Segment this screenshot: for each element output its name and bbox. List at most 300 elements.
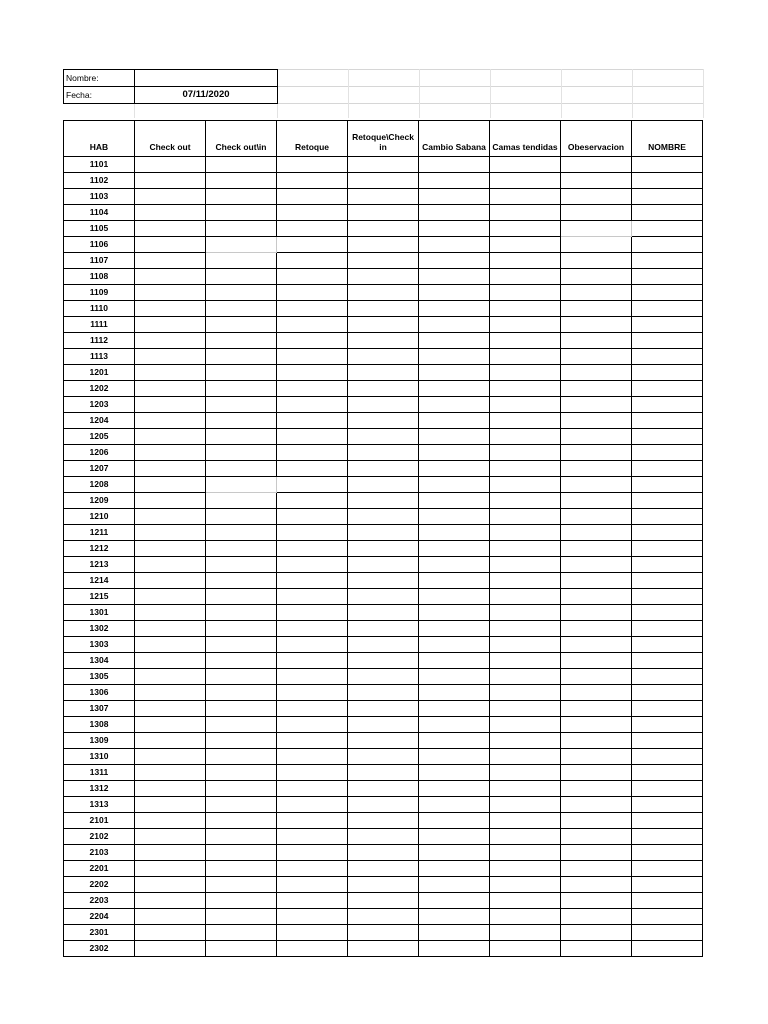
table-cell[interactable]: [277, 269, 348, 285]
table-cell[interactable]: [277, 221, 348, 237]
table-cell[interactable]: [206, 909, 277, 925]
table-cell[interactable]: [206, 477, 277, 493]
table-cell[interactable]: [348, 877, 419, 893]
table-cell[interactable]: [277, 941, 348, 957]
table-cell[interactable]: [561, 221, 632, 237]
table-cell[interactable]: [135, 845, 206, 861]
table-cell[interactable]: [419, 413, 490, 429]
table-cell[interactable]: [348, 413, 419, 429]
table-cell[interactable]: [135, 477, 206, 493]
table-cell[interactable]: [419, 717, 490, 733]
table-cell[interactable]: [632, 445, 703, 461]
table-cell[interactable]: [561, 173, 632, 189]
table-cell[interactable]: [277, 829, 348, 845]
table-cell[interactable]: [348, 717, 419, 733]
table-cell[interactable]: [632, 525, 703, 541]
table-cell[interactable]: [632, 685, 703, 701]
table-cell[interactable]: [277, 717, 348, 733]
table-cell[interactable]: [490, 925, 561, 941]
table-cell[interactable]: [348, 605, 419, 621]
table-cell[interactable]: [632, 813, 703, 829]
table-cell[interactable]: [135, 765, 206, 781]
table-cell[interactable]: [561, 333, 632, 349]
table-cell[interactable]: [277, 525, 348, 541]
table-cell[interactable]: [348, 701, 419, 717]
table-cell[interactable]: [277, 541, 348, 557]
table-cell[interactable]: [135, 557, 206, 573]
table-cell[interactable]: [419, 493, 490, 509]
table-cell[interactable]: [490, 573, 561, 589]
table-cell[interactable]: [135, 189, 206, 205]
table-cell[interactable]: [632, 333, 703, 349]
table-cell[interactable]: [490, 381, 561, 397]
table-cell[interactable]: [206, 813, 277, 829]
table-cell[interactable]: [277, 189, 348, 205]
table-cell[interactable]: [490, 173, 561, 189]
table-cell[interactable]: [490, 317, 561, 333]
table-cell[interactable]: [135, 445, 206, 461]
table-cell[interactable]: [348, 317, 419, 333]
table-cell[interactable]: [419, 781, 490, 797]
table-cell[interactable]: [632, 861, 703, 877]
table-cell[interactable]: [490, 397, 561, 413]
table-cell[interactable]: [419, 765, 490, 781]
table-cell[interactable]: [206, 893, 277, 909]
table-cell[interactable]: [632, 317, 703, 333]
table-cell[interactable]: [277, 861, 348, 877]
table-cell[interactable]: [632, 397, 703, 413]
table-cell[interactable]: [277, 877, 348, 893]
table-cell[interactable]: [206, 253, 277, 269]
table-cell[interactable]: [348, 221, 419, 237]
table-cell[interactable]: [135, 333, 206, 349]
table-cell[interactable]: [277, 797, 348, 813]
table-cell[interactable]: [206, 285, 277, 301]
table-cell[interactable]: [419, 621, 490, 637]
table-cell[interactable]: [206, 525, 277, 541]
table-cell[interactable]: [490, 189, 561, 205]
table-cell[interactable]: [135, 909, 206, 925]
table-cell[interactable]: [135, 269, 206, 285]
table-cell[interactable]: [348, 253, 419, 269]
table-cell[interactable]: [206, 749, 277, 765]
table-cell[interactable]: [561, 413, 632, 429]
table-cell[interactable]: [348, 461, 419, 477]
table-cell[interactable]: [632, 749, 703, 765]
table-cell[interactable]: [561, 845, 632, 861]
table-cell[interactable]: [561, 189, 632, 205]
table-cell[interactable]: [419, 557, 490, 573]
table-cell[interactable]: [632, 925, 703, 941]
table-cell[interactable]: [277, 381, 348, 397]
table-cell[interactable]: [561, 397, 632, 413]
table-cell[interactable]: [277, 445, 348, 461]
table-cell[interactable]: [206, 829, 277, 845]
table-cell[interactable]: [277, 621, 348, 637]
table-cell[interactable]: [490, 429, 561, 445]
table-cell[interactable]: [348, 893, 419, 909]
table-cell[interactable]: [277, 349, 348, 365]
table-cell[interactable]: [632, 349, 703, 365]
table-cell[interactable]: [206, 653, 277, 669]
table-cell[interactable]: [419, 925, 490, 941]
table-cell[interactable]: [490, 845, 561, 861]
table-cell[interactable]: [135, 317, 206, 333]
table-cell[interactable]: [490, 941, 561, 957]
table-cell[interactable]: [561, 541, 632, 557]
table-cell[interactable]: [561, 461, 632, 477]
table-cell[interactable]: [561, 877, 632, 893]
table-cell[interactable]: [561, 605, 632, 621]
table-cell[interactable]: [632, 541, 703, 557]
table-cell[interactable]: [277, 669, 348, 685]
table-cell[interactable]: [490, 221, 561, 237]
table-cell[interactable]: [490, 365, 561, 381]
table-cell[interactable]: [348, 573, 419, 589]
table-cell[interactable]: [206, 541, 277, 557]
table-cell[interactable]: [348, 925, 419, 941]
table-cell[interactable]: [561, 349, 632, 365]
table-cell[interactable]: [135, 861, 206, 877]
table-cell[interactable]: [419, 317, 490, 333]
table-cell[interactable]: [206, 781, 277, 797]
table-cell[interactable]: [277, 301, 348, 317]
table-cell[interactable]: [632, 237, 703, 253]
table-cell[interactable]: [561, 669, 632, 685]
table-cell[interactable]: [206, 733, 277, 749]
table-cell[interactable]: [206, 589, 277, 605]
fecha-field[interactable]: 07/11/2020: [135, 87, 278, 104]
table-cell[interactable]: [206, 221, 277, 237]
table-cell[interactable]: [561, 733, 632, 749]
table-cell[interactable]: [561, 829, 632, 845]
table-cell[interactable]: [277, 237, 348, 253]
table-cell[interactable]: [561, 941, 632, 957]
table-cell[interactable]: [561, 861, 632, 877]
table-cell[interactable]: [419, 397, 490, 413]
table-cell[interactable]: [135, 525, 206, 541]
table-cell[interactable]: [561, 269, 632, 285]
table-cell[interactable]: [561, 317, 632, 333]
table-cell[interactable]: [277, 397, 348, 413]
table-cell[interactable]: [419, 301, 490, 317]
table-cell[interactable]: [419, 173, 490, 189]
table-cell[interactable]: [206, 861, 277, 877]
table-cell[interactable]: [490, 717, 561, 733]
table-cell[interactable]: [490, 781, 561, 797]
table-cell[interactable]: [277, 157, 348, 173]
table-cell[interactable]: [561, 445, 632, 461]
table-cell[interactable]: [490, 285, 561, 301]
table-cell[interactable]: [561, 813, 632, 829]
table-cell[interactable]: [490, 557, 561, 573]
table-cell[interactable]: [490, 653, 561, 669]
table-cell[interactable]: [135, 701, 206, 717]
table-cell[interactable]: [348, 765, 419, 781]
table-cell[interactable]: [135, 877, 206, 893]
table-cell[interactable]: [135, 925, 206, 941]
table-cell[interactable]: [348, 637, 419, 653]
table-cell[interactable]: [348, 445, 419, 461]
table-cell[interactable]: [561, 301, 632, 317]
table-cell[interactable]: [561, 717, 632, 733]
table-cell[interactable]: [419, 749, 490, 765]
table-cell[interactable]: [206, 685, 277, 701]
table-cell[interactable]: [632, 653, 703, 669]
table-cell[interactable]: [206, 669, 277, 685]
table-cell[interactable]: [490, 269, 561, 285]
table-cell[interactable]: [348, 781, 419, 797]
table-cell[interactable]: [419, 941, 490, 957]
table-cell[interactable]: [490, 413, 561, 429]
table-cell[interactable]: [348, 189, 419, 205]
table-cell[interactable]: [348, 477, 419, 493]
table-cell[interactable]: [490, 749, 561, 765]
table-cell[interactable]: [490, 237, 561, 253]
table-cell[interactable]: [419, 877, 490, 893]
table-cell[interactable]: [632, 429, 703, 445]
table-cell[interactable]: [632, 669, 703, 685]
table-cell[interactable]: [490, 333, 561, 349]
table-cell[interactable]: [419, 445, 490, 461]
table-cell[interactable]: [419, 605, 490, 621]
table-cell[interactable]: [490, 349, 561, 365]
table-cell[interactable]: [135, 397, 206, 413]
table-cell[interactable]: [135, 781, 206, 797]
table-cell[interactable]: [348, 685, 419, 701]
nombre-field[interactable]: [135, 70, 278, 87]
table-cell[interactable]: [135, 813, 206, 829]
table-cell[interactable]: [561, 637, 632, 653]
table-cell[interactable]: [490, 157, 561, 173]
table-cell[interactable]: [419, 797, 490, 813]
table-cell[interactable]: [135, 653, 206, 669]
table-cell[interactable]: [135, 429, 206, 445]
table-cell[interactable]: [277, 845, 348, 861]
table-cell[interactable]: [135, 733, 206, 749]
table-cell[interactable]: [419, 509, 490, 525]
table-cell[interactable]: [561, 237, 632, 253]
table-cell[interactable]: [206, 797, 277, 813]
table-cell[interactable]: [490, 445, 561, 461]
table-cell[interactable]: [632, 637, 703, 653]
table-cell[interactable]: [277, 493, 348, 509]
table-cell[interactable]: [348, 669, 419, 685]
table-cell[interactable]: [419, 829, 490, 845]
table-cell[interactable]: [419, 861, 490, 877]
table-cell[interactable]: [277, 365, 348, 381]
table-cell[interactable]: [632, 765, 703, 781]
table-cell[interactable]: [561, 525, 632, 541]
table-cell[interactable]: [135, 717, 206, 733]
table-cell[interactable]: [206, 765, 277, 781]
table-cell[interactable]: [348, 941, 419, 957]
table-cell[interactable]: [419, 461, 490, 477]
table-cell[interactable]: [419, 285, 490, 301]
table-cell[interactable]: [206, 445, 277, 461]
table-cell[interactable]: [135, 173, 206, 189]
table-cell[interactable]: [277, 925, 348, 941]
table-cell[interactable]: [135, 941, 206, 957]
table-cell[interactable]: [419, 269, 490, 285]
table-cell[interactable]: [490, 301, 561, 317]
table-cell[interactable]: [561, 253, 632, 269]
table-cell[interactable]: [632, 717, 703, 733]
table-cell[interactable]: [348, 509, 419, 525]
table-cell[interactable]: [277, 685, 348, 701]
table-cell[interactable]: [632, 301, 703, 317]
table-cell[interactable]: [135, 621, 206, 637]
table-cell[interactable]: [632, 381, 703, 397]
table-cell[interactable]: [632, 189, 703, 205]
table-cell[interactable]: [632, 829, 703, 845]
table-cell[interactable]: [348, 733, 419, 749]
table-cell[interactable]: [419, 909, 490, 925]
table-cell[interactable]: [632, 621, 703, 637]
table-cell[interactable]: [206, 941, 277, 957]
table-cell[interactable]: [348, 829, 419, 845]
table-cell[interactable]: [561, 653, 632, 669]
table-cell[interactable]: [419, 477, 490, 493]
table-cell[interactable]: [561, 509, 632, 525]
table-cell[interactable]: [277, 253, 348, 269]
table-cell[interactable]: [419, 429, 490, 445]
table-cell[interactable]: [277, 461, 348, 477]
table-cell[interactable]: [135, 221, 206, 237]
table-cell[interactable]: [277, 893, 348, 909]
table-cell[interactable]: [348, 429, 419, 445]
table-cell[interactable]: [632, 173, 703, 189]
table-cell[interactable]: [206, 365, 277, 381]
table-cell[interactable]: [135, 829, 206, 845]
table-cell[interactable]: [490, 813, 561, 829]
table-cell[interactable]: [348, 157, 419, 173]
table-cell[interactable]: [561, 621, 632, 637]
table-cell[interactable]: [206, 317, 277, 333]
table-cell[interactable]: [135, 157, 206, 173]
table-cell[interactable]: [490, 829, 561, 845]
table-cell[interactable]: [419, 157, 490, 173]
table-cell[interactable]: [490, 701, 561, 717]
table-cell[interactable]: [490, 509, 561, 525]
table-cell[interactable]: [348, 173, 419, 189]
table-cell[interactable]: [632, 253, 703, 269]
table-cell[interactable]: [277, 605, 348, 621]
table-cell[interactable]: [135, 237, 206, 253]
table-cell[interactable]: [490, 621, 561, 637]
table-cell[interactable]: [632, 589, 703, 605]
table-cell[interactable]: [419, 205, 490, 221]
table-cell[interactable]: [277, 333, 348, 349]
table-cell[interactable]: [277, 413, 348, 429]
table-cell[interactable]: [348, 525, 419, 541]
table-cell[interactable]: [561, 765, 632, 781]
table-cell[interactable]: [206, 413, 277, 429]
table-cell[interactable]: [135, 461, 206, 477]
table-cell[interactable]: [632, 845, 703, 861]
table-cell[interactable]: [561, 285, 632, 301]
table-cell[interactable]: [561, 685, 632, 701]
table-cell[interactable]: [490, 541, 561, 557]
table-cell[interactable]: [206, 349, 277, 365]
table-cell[interactable]: [632, 493, 703, 509]
table-cell[interactable]: [561, 589, 632, 605]
table-cell[interactable]: [348, 541, 419, 557]
table-cell[interactable]: [348, 845, 419, 861]
table-cell[interactable]: [206, 573, 277, 589]
table-cell[interactable]: [348, 397, 419, 413]
table-cell[interactable]: [419, 525, 490, 541]
table-cell[interactable]: [206, 701, 277, 717]
table-cell[interactable]: [206, 557, 277, 573]
table-cell[interactable]: [632, 733, 703, 749]
table-cell[interactable]: [348, 653, 419, 669]
table-cell[interactable]: [561, 205, 632, 221]
table-cell[interactable]: [419, 701, 490, 717]
table-cell[interactable]: [419, 381, 490, 397]
table-cell[interactable]: [632, 205, 703, 221]
table-cell[interactable]: [490, 797, 561, 813]
table-cell[interactable]: [135, 637, 206, 653]
table-cell[interactable]: [277, 637, 348, 653]
table-cell[interactable]: [490, 493, 561, 509]
table-cell[interactable]: [348, 557, 419, 573]
table-cell[interactable]: [632, 477, 703, 493]
table-cell[interactable]: [419, 653, 490, 669]
table-cell[interactable]: [348, 237, 419, 253]
table-cell[interactable]: [206, 333, 277, 349]
table-cell[interactable]: [490, 685, 561, 701]
table-cell[interactable]: [561, 925, 632, 941]
table-cell[interactable]: [206, 269, 277, 285]
table-cell[interactable]: [348, 621, 419, 637]
table-cell[interactable]: [206, 493, 277, 509]
table-cell[interactable]: [277, 781, 348, 797]
table-cell[interactable]: [206, 237, 277, 253]
table-cell[interactable]: [490, 637, 561, 653]
table-cell[interactable]: [277, 573, 348, 589]
table-cell[interactable]: [632, 877, 703, 893]
table-cell[interactable]: [490, 461, 561, 477]
table-cell[interactable]: [490, 589, 561, 605]
table-cell[interactable]: [277, 205, 348, 221]
table-cell[interactable]: [277, 813, 348, 829]
table-cell[interactable]: [277, 477, 348, 493]
table-cell[interactable]: [419, 685, 490, 701]
table-cell[interactable]: [632, 605, 703, 621]
table-cell[interactable]: [490, 669, 561, 685]
table-cell[interactable]: [632, 893, 703, 909]
table-cell[interactable]: [561, 797, 632, 813]
table-cell[interactable]: [632, 157, 703, 173]
table-cell[interactable]: [206, 381, 277, 397]
table-cell[interactable]: [206, 205, 277, 221]
table-cell[interactable]: [561, 909, 632, 925]
table-cell[interactable]: [490, 605, 561, 621]
table-cell[interactable]: [135, 493, 206, 509]
table-cell[interactable]: [206, 397, 277, 413]
table-cell[interactable]: [419, 845, 490, 861]
table-cell[interactable]: [490, 893, 561, 909]
table-cell[interactable]: [561, 429, 632, 445]
table-cell[interactable]: [206, 157, 277, 173]
table-cell[interactable]: [419, 637, 490, 653]
table-cell[interactable]: [348, 333, 419, 349]
table-cell[interactable]: [632, 285, 703, 301]
table-cell[interactable]: [135, 285, 206, 301]
table-cell[interactable]: [277, 765, 348, 781]
table-cell[interactable]: [206, 429, 277, 445]
